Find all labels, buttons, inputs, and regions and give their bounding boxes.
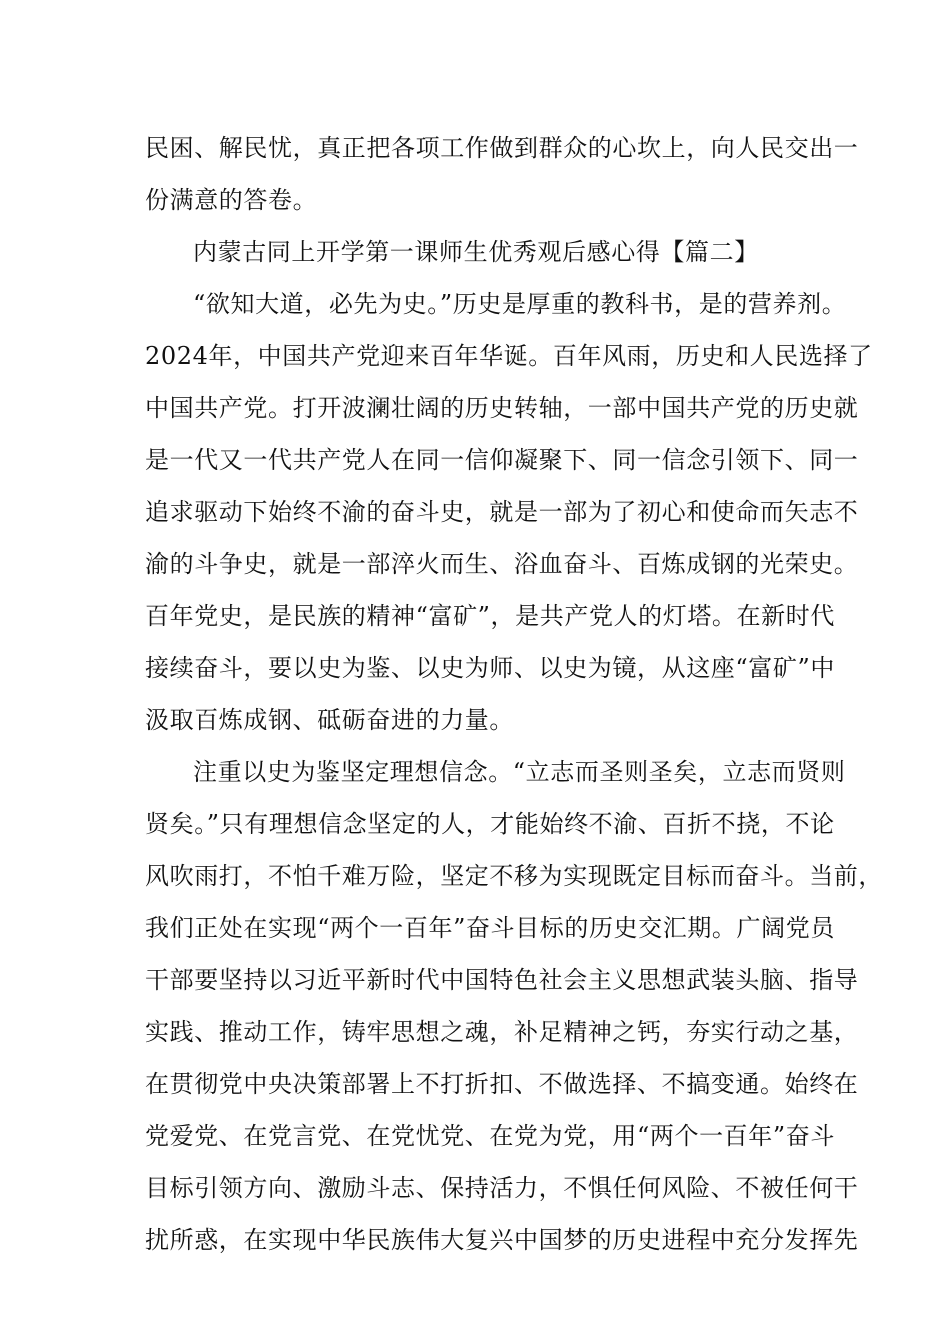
text-line: 实践、推动工作，铸牢思想之魂，补足精神之钙，夯实行动之基， <box>145 1018 859 1046</box>
text-line: 中国共产党。打开波澜壮阔的历史转轴，一部中国共产党的历史就 <box>145 394 859 422</box>
text-line: 风吹雨打，不怕千难万险，坚定不移为实现既定目标而奋斗。当前， <box>145 862 883 890</box>
text-line: 扰所惑，在实现中华民族伟大复兴中国梦的历史进程中充分发挥先 <box>145 1226 859 1254</box>
text-line: 是一代又一代共产党人在同一信仰凝聚下、同一信念引领下、同一 <box>145 446 859 474</box>
text-line: “欲知大道，必先为史。”历史是厚重的教科书，是的营养剂。 <box>193 290 847 318</box>
text-line: 我们正处在实现“两个一百年”奋斗目标的历史交汇期。广阔党员 <box>145 914 835 942</box>
text-line: 干部要坚持以习近平新时代中国特色社会主义思想武装头脑、指导 <box>145 966 859 994</box>
text-line: 渝的斗争史，就是一部淬火而生、浴血奋斗、百炼成钢的光荣史。 <box>145 550 859 578</box>
section-heading: 内蒙古同上开学第一课师生优秀观后感心得【篇二】 <box>193 238 759 266</box>
text-line: 接续奋斗，要以史为鉴、以史为师、以史为镜，从这座“富矿”中 <box>145 654 835 682</box>
text-line: 贤矣。”只有理想信念坚定的人，才能始终不渝、百折不挠，不论 <box>145 810 835 838</box>
text-line: 在贯彻党中央决策部署上不打折扣、不做选择、不搞变通。始终在 <box>145 1070 859 1098</box>
text-line: 汲取百炼成钢、砥砺奋进的力量。 <box>145 706 514 734</box>
text-line: 目标引领方向、激励斗志、保持活力，不惧任何风险、不被任何干 <box>145 1174 859 1202</box>
text-line: 党爱党、在党言党、在党忧党、在党为党，用“两个一百年”奋斗 <box>145 1122 835 1150</box>
text-line: 百年党史，是民族的精神“富矿”，是共产党人的灯塔。在新时代 <box>145 602 835 630</box>
text-line: 份满意的答卷。 <box>145 186 318 214</box>
text-line: 民困、解民忧，真正把各项工作做到群众的心坎上，向人民交出一 <box>145 134 859 162</box>
text-line: 2024年，中国共产党迎来百年华诞。百年风雨，历史和人民选择了 <box>145 342 873 370</box>
text-line: 注重以史为鉴坚定理想信念。“立志而圣则圣矣，立志而贤则 <box>193 758 846 786</box>
text-line: 追求驱动下始终不渝的奋斗史，就是一部为了初心和使命而矢志不 <box>145 498 859 526</box>
